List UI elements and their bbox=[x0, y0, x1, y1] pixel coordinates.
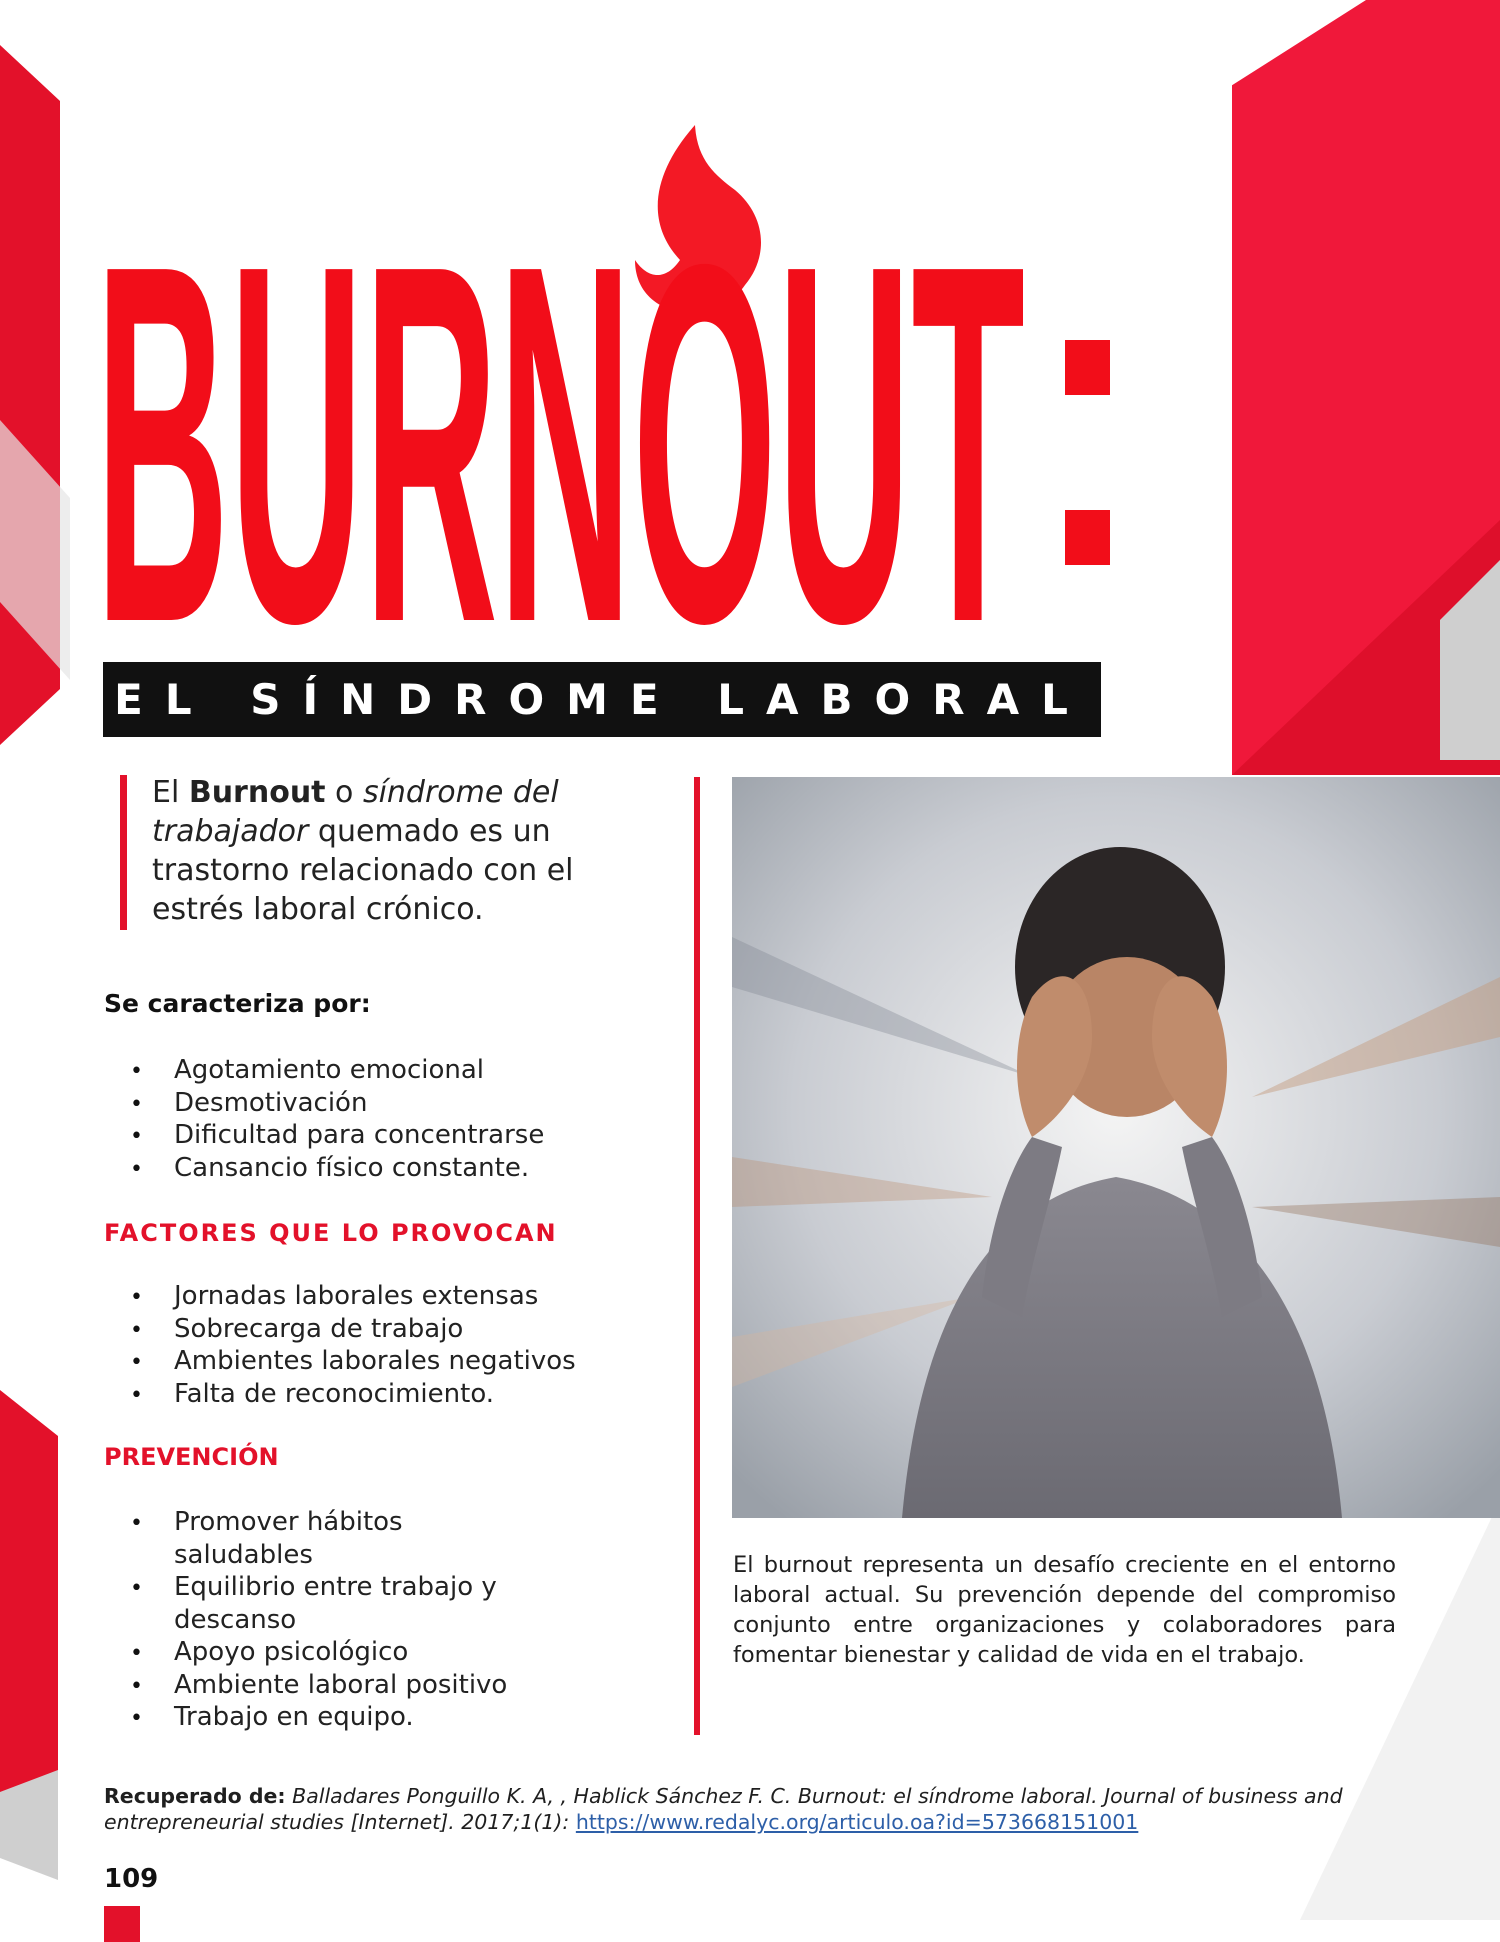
list-item: • Ambiente laboral positivo bbox=[130, 1669, 530, 1702]
intro-italic: síndrome del trabajador bbox=[152, 775, 559, 849]
intro-bold: Burnout bbox=[188, 775, 326, 810]
citation-text: Balladares Ponguillo K. A, , Hablick Sánchez F. C. Burnout: el síndrome laboral. Journal of business and entrepreneurial studies [Internet]. 2017;1(1): bbox=[104, 1784, 1343, 1834]
intro-text: o bbox=[325, 775, 363, 810]
citation-label: Recuperado de: bbox=[104, 1784, 286, 1808]
citation-link[interactable]: https://www.redalyc.org/articulo.oa?id=573668151001 bbox=[575, 1810, 1139, 1834]
characteristics-heading: Se caracteriza por: bbox=[104, 989, 371, 1018]
list-item: • Promover hábitos saludables bbox=[130, 1506, 530, 1571]
list-item: • Desmotivación bbox=[130, 1087, 600, 1120]
subtitle-text: EL SÍNDROME LABORAL bbox=[114, 675, 1090, 724]
list-item: • Sobrecarga de trabajo bbox=[130, 1313, 600, 1346]
intro-accent-line bbox=[120, 775, 127, 930]
title-colon-bottom bbox=[1065, 510, 1110, 565]
page-number-square bbox=[104, 1906, 140, 1942]
column-divider bbox=[694, 777, 700, 1735]
list-item: • Jornadas laborales extensas bbox=[130, 1280, 600, 1313]
photo-illustration bbox=[732, 777, 1500, 1518]
list-item: • Equilibrio entre trabajo y descanso bbox=[130, 1571, 530, 1636]
factors-list bbox=[130, 1280, 600, 1410]
intro-text: quemado es un trastorno relacionado con el estrés laboral crónico. bbox=[152, 814, 574, 927]
page-number: 109 bbox=[104, 1864, 159, 1894]
characteristics-list bbox=[130, 1054, 600, 1184]
list-item: • Apoyo psicológico bbox=[130, 1636, 530, 1669]
conclusion-paragraph: El burnout representa un desafío creciente en el entorno laboral actual. Su prevención depende del compromiso conjunto entre organizaciones y colaboradores para fomentar bienestar y calidad de vida en el trabajo. bbox=[733, 1552, 1396, 1668]
intro-text: El bbox=[152, 775, 189, 810]
stressed-man-photo bbox=[732, 777, 1500, 1518]
list-item: • Trabajo en equipo. bbox=[130, 1701, 530, 1734]
page-title bbox=[95, 50, 1115, 650]
factors-heading: FACTORES QUE LO PROVOCAN bbox=[104, 1219, 558, 1247]
subtitle-banner bbox=[103, 662, 1101, 737]
list-item: • Dificultad para concentrarse bbox=[130, 1119, 600, 1152]
list-item: • Ambientes laborales negativos bbox=[130, 1345, 600, 1378]
intro-paragraph bbox=[152, 773, 652, 929]
list-item: • Cansancio físico constante. bbox=[130, 1152, 600, 1185]
title-colon-top bbox=[1065, 340, 1110, 395]
list-item: • Falta de reconocimiento. bbox=[130, 1378, 600, 1411]
list-item: • Agotamiento emocional bbox=[130, 1054, 600, 1087]
prevention-list bbox=[130, 1506, 530, 1734]
citation bbox=[104, 1783, 1344, 1835]
title-word: BURNOUT bbox=[95, 159, 1025, 650]
prevention-heading: PREVENCIÓN bbox=[104, 1443, 279, 1471]
